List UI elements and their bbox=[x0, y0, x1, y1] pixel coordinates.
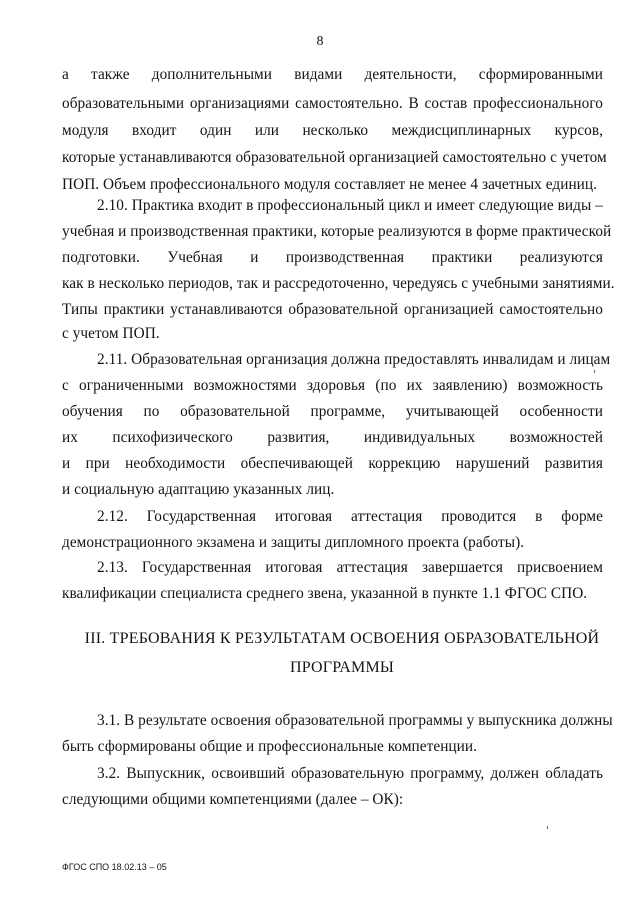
text-line: квалификации специалиста среднего звена, указанной в пункте 1.1 ФГОС СПО. bbox=[62, 585, 588, 602]
text-line: с учетом ПОП. bbox=[62, 325, 160, 342]
text-line: модуля входит один или несколько междисциплинарных курсов, bbox=[62, 122, 603, 139]
text-line: 3.2. Выпускник, освоивший образовательную программу, должен обладать bbox=[97, 765, 603, 782]
text-line: быть сформированы общие и профессиональные компетенции. bbox=[62, 738, 478, 755]
text-line: 2.10. Практика входит в профессиональный цикл и имеет следующие виды – bbox=[97, 197, 603, 214]
text-line: ПОП. Объем профессионального модуля составляет не менее 4 зачетных единиц. bbox=[62, 176, 598, 193]
scan-speck bbox=[594, 370, 595, 373]
section-heading: III. ТРЕБОВАНИЯ К РЕЗУЛЬТАТАМ ОСВОЕНИЯ ОБРАЗОВАТЕЛЬНОЙ bbox=[84, 630, 600, 647]
text-line: следующими общими компетенциями (далее – ОК): bbox=[62, 791, 404, 808]
text-line: 2.11. Образовательная организация должна предоставлять инвалидам и лицам bbox=[97, 351, 611, 368]
text-line: как в несколько периодов, так и рассредоточенно, чередуясь с учебными занятиями. bbox=[62, 275, 615, 292]
text-line: учебная и производственная практики, которые реализуются в форме практической bbox=[62, 223, 612, 240]
text-line: а также дополнительными видами деятельности, сформированными bbox=[62, 66, 603, 83]
text-line: Типы практики устанавливаются образовательной организацией самостоятельно bbox=[62, 301, 603, 318]
text-line: и при необходимости обеспечивающей коррекцию нарушений развития bbox=[62, 455, 603, 472]
text-line: образовательными организациями самостоятельно. В состав профессионального bbox=[62, 95, 603, 112]
text-line: 2.12. Государственная итоговая аттестация проводится в форме bbox=[97, 508, 603, 525]
section-heading: ПРОГРАММЫ bbox=[289, 659, 395, 676]
footer-code: ФГОС СПО 18.02.13 – 05 bbox=[62, 862, 167, 872]
scan-speck bbox=[547, 826, 548, 829]
text-line: их психофизического развития, индивидуальных возможностей bbox=[62, 429, 603, 446]
page-number: 8 bbox=[316, 34, 324, 49]
text-line: и социальную адаптацию указанных лиц. bbox=[62, 481, 335, 498]
text-line: с ограниченными возможностями здоровья (по их заявлению) возможность bbox=[62, 377, 603, 394]
text-line: 2.13. Государственная итоговая аттестация завершается присвоением bbox=[97, 559, 603, 576]
text-line: подготовки. Учебная и производственная практики реализуются bbox=[62, 249, 603, 266]
text-line: 3.1. В результате освоения образовательной программы у выпускника должны bbox=[97, 712, 613, 729]
text-line: демонстрационного экзамена и защиты дипломного проекта (работы). bbox=[62, 534, 525, 551]
text-line: которые устанавливаются образовательной организацией самостоятельно с учетом bbox=[62, 149, 607, 166]
text-line: обучения по образовательной программе, учитывающей особенности bbox=[62, 403, 603, 420]
